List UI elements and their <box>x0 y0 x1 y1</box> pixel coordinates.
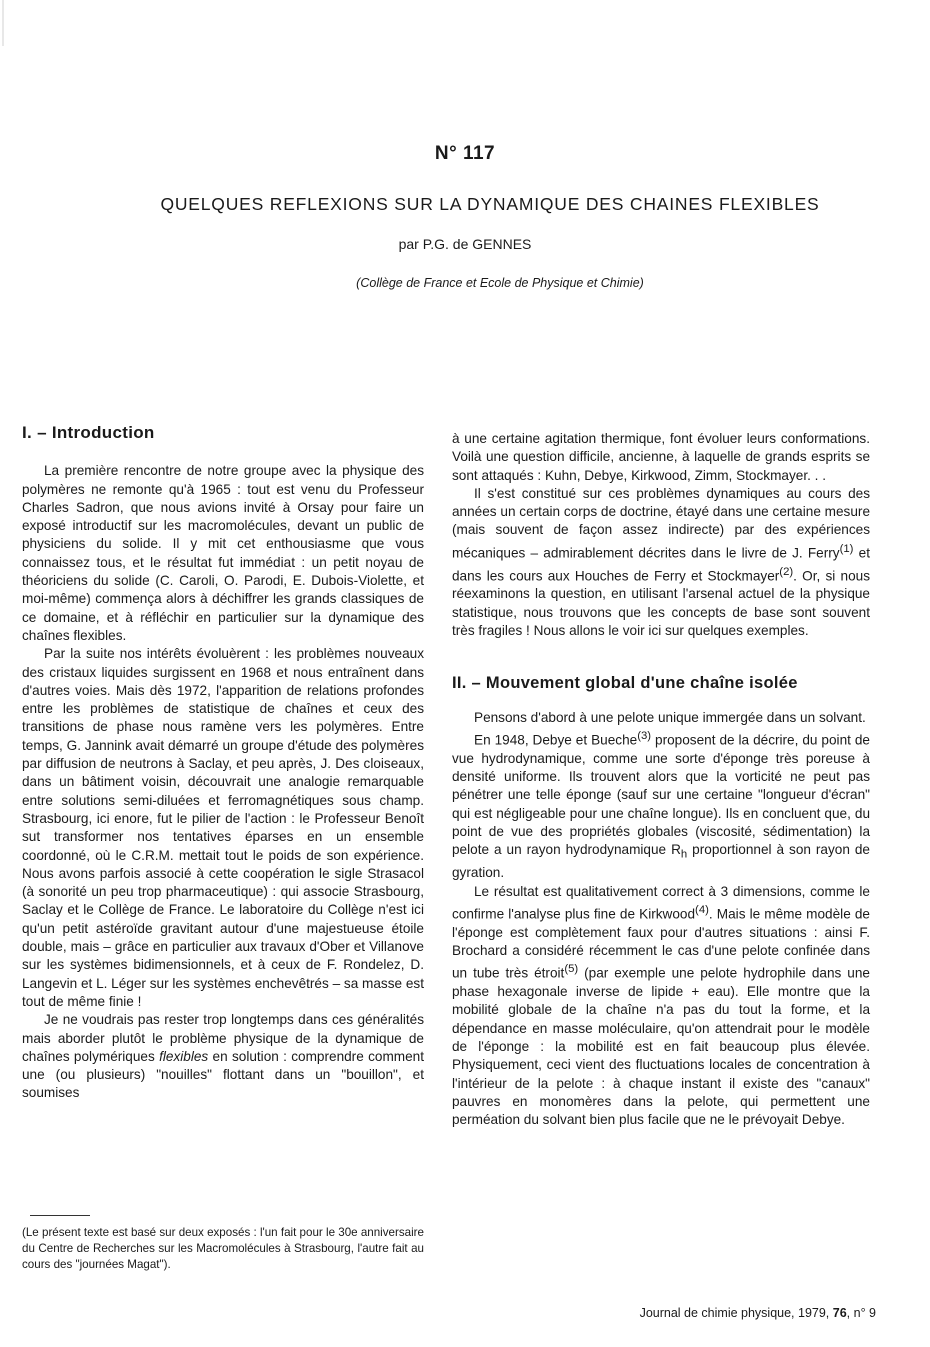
paper-number: N° 117 <box>434 143 496 164</box>
reference-mark: (5) <box>564 963 579 976</box>
text-run: Il s'est constitué sur ces problèmes dynamiques au cours des années un certain corps de doctrine, étayé dans une certaine mesure (mais souvent de façon assez indirecte) par des expériences mécaniques – admirablement décrites dans le livre de J. Ferry <box>452 485 870 561</box>
paragraph: La première rencontre de notre groupe avec la physique des polymères ne remonte qu'à 1965 : tout est venu du Professeur Charles Sadron, que nous avions invité à Orsay pour faire un exposé introductif sur les macromolécules, devant un public de physiciens du solide. Il y mit cet enthousiasme que vous connaissez tous, et le résultat fut immédiat : un petit noyau de théoriciens du solide (C. Caroli, O. Parodi, E. Dubois-Violette, et moi-même) commença alors à déchiffrer les grands classiques de ce domaine, et à réfléchir en particulier sur la dynamique des chaînes flexibles. <box>22 463 424 643</box>
section-heading-introduction: I. – Introduction <box>22 423 155 442</box>
journal-citation <box>566 1306 876 1320</box>
paragraph: Pensons d'abord à une pelote unique immergée dans un solvant. <box>474 709 866 725</box>
paragraph <box>452 883 870 1130</box>
left-column <box>22 424 424 1103</box>
section-heading-mouvement-global: II. – Mouvement global d'une chaîne isolée <box>452 674 798 693</box>
text-run: proposent de la décrire, du point de vue hydrodynamique, comme une sorte d'éponge très poreuse à densité uniforme. Ils trouvent alors que la vorticité ne peut pas pénétrer une telle éponge (sauf sur une certaine "longueur d'écran" qui est négligeable pour une chaîne longue). Ils en concluent que, du point de vue des propriétés globales (viscosité, sédimentation) la pelote a un rayon hydrodynamique R <box>452 732 870 858</box>
text-run: Je ne voudrais pas rester trop longtemps dans ces généralités mais aborder plutôt le problème physique de la dynamique de chaînes polymériques <box>22 1012 424 1064</box>
reference-mark: (1) <box>839 542 854 555</box>
text-run: et dans les cours aux Houches de Ferry et Stockmayer <box>452 545 870 584</box>
reference-mark: (4) <box>695 903 709 916</box>
subscript: h <box>680 848 688 861</box>
paragraph <box>452 485 870 640</box>
paragraph <box>22 1011 424 1102</box>
text-run: . Mais le même modèle de l'éponge est complètement faux pour d'autres situations : ainsi F. Brochard a considéré récemment le cas d'une pelote confinée dans un tube très étroit <box>452 906 870 981</box>
footnote: (Le présent texte est basé sur deux exposés : l'un fait pour le 30e anniversaire du Centre de Recherches sur les Macromolécules à Strasbourg, l'autre fait au cours des "journées Magat"). <box>22 1226 424 1271</box>
right-column <box>452 430 870 1129</box>
emphasis-text: flexibles <box>159 1048 209 1064</box>
footnote-rule <box>30 1215 90 1216</box>
paper-author: par P.G. de GENNES <box>398 236 532 252</box>
text-run: (par exemple une pelote hydrophile dans une phase hexagonale inverse de lipide + eau). Elle montre que la mobilité globale de la chaîne n'a pas du tout la forme, et la dépendance en masse moléculaire, qu'on attendrait pour le modèle de l'éponge : la mobilité est en fait beaucoup plus élevée. Physiquement, ceci vient des fluctuations locales de concentration à l'intérieur de la pelote : à chaque instant il existe des "canaux" pauvres en monomères dans la pelote, qui permettent une perméation du solvant bien plus facile que ne le prévoyait Debye. <box>452 965 870 1128</box>
reference-mark: (2) <box>779 565 794 578</box>
text-run: proportionnel à son rayon de gyration. <box>452 842 870 881</box>
reference-mark: (3) <box>637 729 652 742</box>
text-run: . Or, si nous réexaminons la question, en utilisant l'arsenal actuel de la physique statistique, nous trouvons que les concepts de base sont souvent très fragiles ! Nous allons le voir ici sur quelques exemples. <box>452 568 870 639</box>
author-affiliation: (Collège de France et Ecole de Physique et Chimie) <box>356 276 644 290</box>
journal-name: Journal de chimie physique, 1979, <box>639 1306 833 1320</box>
paragraph: à une certaine agitation thermique, font évoluer leurs conformations. Voilà une question difficile, ancienne, à laquelle de grands esprits se sont attaqués : Kuhn, Debye, Kirkwood, Zimm, Stockmayer. . . <box>452 431 870 483</box>
journal-volume: 76 <box>832 1306 847 1320</box>
text-run: Le résultat est qualitativement correct à 3 dimensions, comme le confirme l'analyse plus fine de Kirkwood <box>452 883 870 922</box>
paragraph: Par la suite nos intérêts évoluèrent : les problèmes nouveaux des cristaux liquides surgissent en 1968 et nous entraînent dans d'autres voies. Mais dès 1972, l'apparition de relations profondes entre les problèmes de statistique de chaînes et ceux des transitions de phase nous ramène vers les polymères. Entre temps, G. Jannink avait démarré un groupe d'étude des polymères par diffusion de neutrons à Saclay, et peu après, J. Des cloiseaux, dans un bâtiment voisin, découvrait une analogie remarquable entre solutions semi-diluées et ferromagnétiques sous champ. Strasbourg, ici enore, fut le pilier de l'action : le Professeur Benoît sut transformer nos tentatives éparses en un ensemble coordonné, où le C.R.M. mettait tout le poids de son expérience. Nous avons parfois associé à cette coopération le sigle Strasacol (à sonorité un peu trop pharmaceutique) : qui associe Strasbourg, Saclay et le Collège de France. Le laboratoire du Collège n'est ici qu'un petit astéroïde gravitant autour d'une majestueuse étoile double, mais – grâce en particulier aux travaux d'Ober et Villanove sur les systèmes bidimensionnels, et à ceux de F. Rondelez, D. Langevin et L. Léger sur les systèmes enchevêtrés – sa masse est tout de même finie ! <box>22 646 424 1009</box>
text-run: En 1948, Debye et Bueche <box>474 732 638 748</box>
paragraph <box>452 727 870 883</box>
paper-title: QUELQUES REFLEXIONS SUR LA DYNAMIQUE DES CHAINES FLEXIBLES <box>160 194 820 214</box>
journal-issue: , n° 9 <box>846 1306 876 1320</box>
text-run: en solution : comprendre comment une (ou plusieurs) "nouilles" flottant dans un "bouillon", et soumises <box>22 1048 424 1101</box>
scan-edge-mark <box>2 0 16 46</box>
